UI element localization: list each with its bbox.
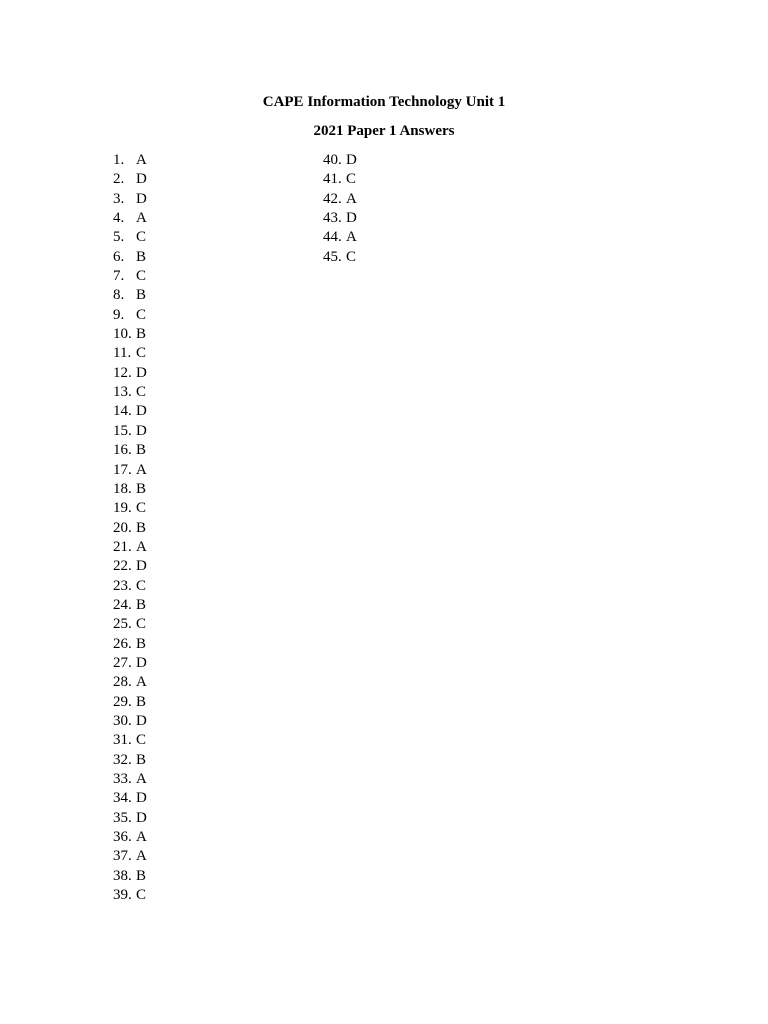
question-number: 28.: [113, 674, 132, 691]
answer-row: [113, 635, 147, 654]
question-number: 11.: [113, 345, 132, 362]
answer-letter: B: [136, 519, 147, 536]
answer-letter: D: [136, 190, 147, 207]
answer-letter: B: [136, 326, 147, 343]
question-number: 32.: [113, 751, 132, 768]
answer-row: [323, 248, 357, 267]
question-number: 30.: [113, 712, 132, 729]
question-number: 23.: [113, 577, 132, 594]
answer-letter: B: [136, 693, 147, 710]
answer-row: [113, 809, 147, 828]
question-number: 31.: [113, 732, 132, 749]
question-number: 5.: [113, 229, 125, 246]
answer-letter: D: [136, 712, 147, 729]
answer-list-column-1: [113, 151, 147, 905]
question-number: 1.: [113, 152, 125, 168]
answer-letter: C: [136, 732, 147, 749]
answer-list-column-2: [323, 151, 357, 267]
answer-row: [113, 712, 147, 731]
question-number: 40.: [323, 152, 342, 168]
answer-row: [113, 789, 147, 808]
question-number: 20.: [113, 519, 132, 536]
document-subtitle: 2021 Paper 1 Answers: [313, 123, 455, 139]
question-number: 44.: [323, 229, 342, 246]
question-number: 13.: [113, 384, 132, 401]
answer-letter: D: [136, 422, 147, 439]
answer-row: [113, 519, 147, 538]
answer-letter: A: [136, 771, 147, 787]
answer-row: [113, 286, 147, 305]
answer-row: [113, 886, 147, 905]
answer-row: [323, 151, 357, 170]
answer-row: [113, 344, 147, 363]
answer-letter: C: [136, 384, 147, 401]
answer-row: [113, 615, 147, 634]
question-number: 45.: [323, 248, 342, 265]
question-number: 21.: [113, 538, 132, 555]
answer-row: [113, 577, 147, 596]
answer-letter: D: [136, 364, 147, 381]
question-number: 26.: [113, 635, 132, 652]
question-number: 39.: [113, 887, 132, 904]
question-number: 36.: [113, 829, 132, 846]
answer-row: [323, 190, 357, 209]
answer-letter: D: [346, 152, 357, 168]
answer-row: [323, 228, 357, 247]
answer-row: [323, 209, 357, 228]
question-number: 2.: [113, 171, 125, 188]
answer-letter: C: [136, 887, 147, 904]
answer-letter: D: [136, 558, 147, 575]
answer-letter: D: [136, 790, 147, 807]
answer-row: [113, 209, 147, 228]
answer-row: [113, 596, 147, 615]
answer-letter: C: [136, 577, 147, 594]
question-number: 33.: [113, 771, 132, 787]
answer-letter: B: [136, 442, 147, 459]
answer-letter: A: [136, 152, 147, 168]
answer-row: [113, 751, 147, 770]
question-number: 41.: [323, 171, 342, 188]
answer-letter: C: [136, 500, 147, 517]
answer-row: [113, 538, 147, 557]
answer-row: [113, 190, 147, 209]
question-number: 37.: [113, 848, 132, 865]
answer-letter: B: [136, 867, 147, 884]
answer-row: [113, 151, 147, 170]
question-number: 15.: [113, 422, 132, 439]
answer-row: [113, 402, 147, 421]
question-number: 14.: [113, 403, 132, 420]
question-number: 16.: [113, 442, 132, 459]
answer-letter: A: [136, 538, 147, 555]
answer-letter: C: [136, 268, 147, 285]
question-number: 19.: [113, 500, 132, 517]
answer-row: [113, 461, 147, 480]
question-number: 35.: [113, 809, 132, 826]
answer-row: [113, 499, 147, 518]
answer-letter: D: [136, 403, 147, 420]
answer-row: [113, 306, 147, 325]
question-number: 22.: [113, 558, 132, 575]
answer-letter: D: [346, 210, 357, 227]
answer-row: [113, 770, 147, 789]
answer-row: [113, 248, 147, 267]
document-title: CAPE Information Technology Unit 1: [262, 94, 506, 110]
question-number: 10.: [113, 326, 132, 343]
question-number: 29.: [113, 693, 132, 710]
question-number: 34.: [113, 790, 132, 807]
answer-letter: B: [136, 248, 147, 265]
answer-letter: D: [136, 171, 147, 188]
answer-row: [113, 731, 147, 750]
question-number: 38.: [113, 867, 132, 884]
answer-letter: C: [346, 248, 357, 265]
answer-letter: A: [136, 461, 147, 478]
answer-row: [323, 170, 357, 189]
answer-row: [113, 654, 147, 673]
answer-letter: C: [136, 306, 147, 323]
answer-row: [113, 170, 147, 189]
answer-letter: C: [136, 616, 147, 633]
answer-letter: B: [136, 751, 147, 768]
answer-row: [113, 693, 147, 712]
answer-letter: A: [136, 210, 147, 227]
answer-row: [113, 267, 147, 286]
answer-row: [113, 480, 147, 499]
question-number: 43.: [323, 210, 342, 227]
question-number: 27.: [113, 654, 132, 671]
answer-letter: A: [346, 190, 357, 207]
answer-row: [113, 383, 147, 402]
question-number: 7.: [113, 268, 125, 285]
answer-letter: A: [136, 674, 147, 691]
answer-row: [113, 557, 147, 576]
answer-letter: A: [136, 829, 147, 846]
answer-letter: B: [136, 635, 147, 652]
answer-row: [113, 325, 147, 344]
answer-row: [113, 847, 147, 866]
question-number: 9.: [113, 306, 125, 323]
answer-letter: B: [136, 287, 147, 304]
question-number: 4.: [113, 210, 125, 227]
answer-letter: D: [136, 809, 147, 826]
question-number: 17.: [113, 461, 132, 478]
answer-row: [113, 422, 147, 441]
answer-row: [113, 228, 147, 247]
question-number: 42.: [323, 190, 342, 207]
question-number: 6.: [113, 248, 125, 265]
answer-letter: B: [136, 480, 147, 497]
question-number: 3.: [113, 190, 125, 207]
question-number: 12.: [113, 364, 132, 381]
answer-letter: A: [136, 848, 147, 865]
question-number: 18.: [113, 480, 132, 497]
answer-letter: C: [136, 345, 147, 362]
answer-row: [113, 673, 147, 692]
answer-letter: D: [136, 654, 147, 671]
question-number: 25.: [113, 616, 132, 633]
answer-letter: A: [346, 229, 357, 246]
answer-letter: B: [136, 596, 147, 613]
question-number: 8.: [113, 287, 125, 304]
answer-row: [113, 828, 147, 847]
answer-row: [113, 441, 147, 460]
answer-letter: C: [136, 229, 147, 246]
question-number: 24.: [113, 596, 132, 613]
answer-row: [113, 867, 147, 886]
answer-letter: C: [346, 171, 357, 188]
answer-row: [113, 364, 147, 383]
